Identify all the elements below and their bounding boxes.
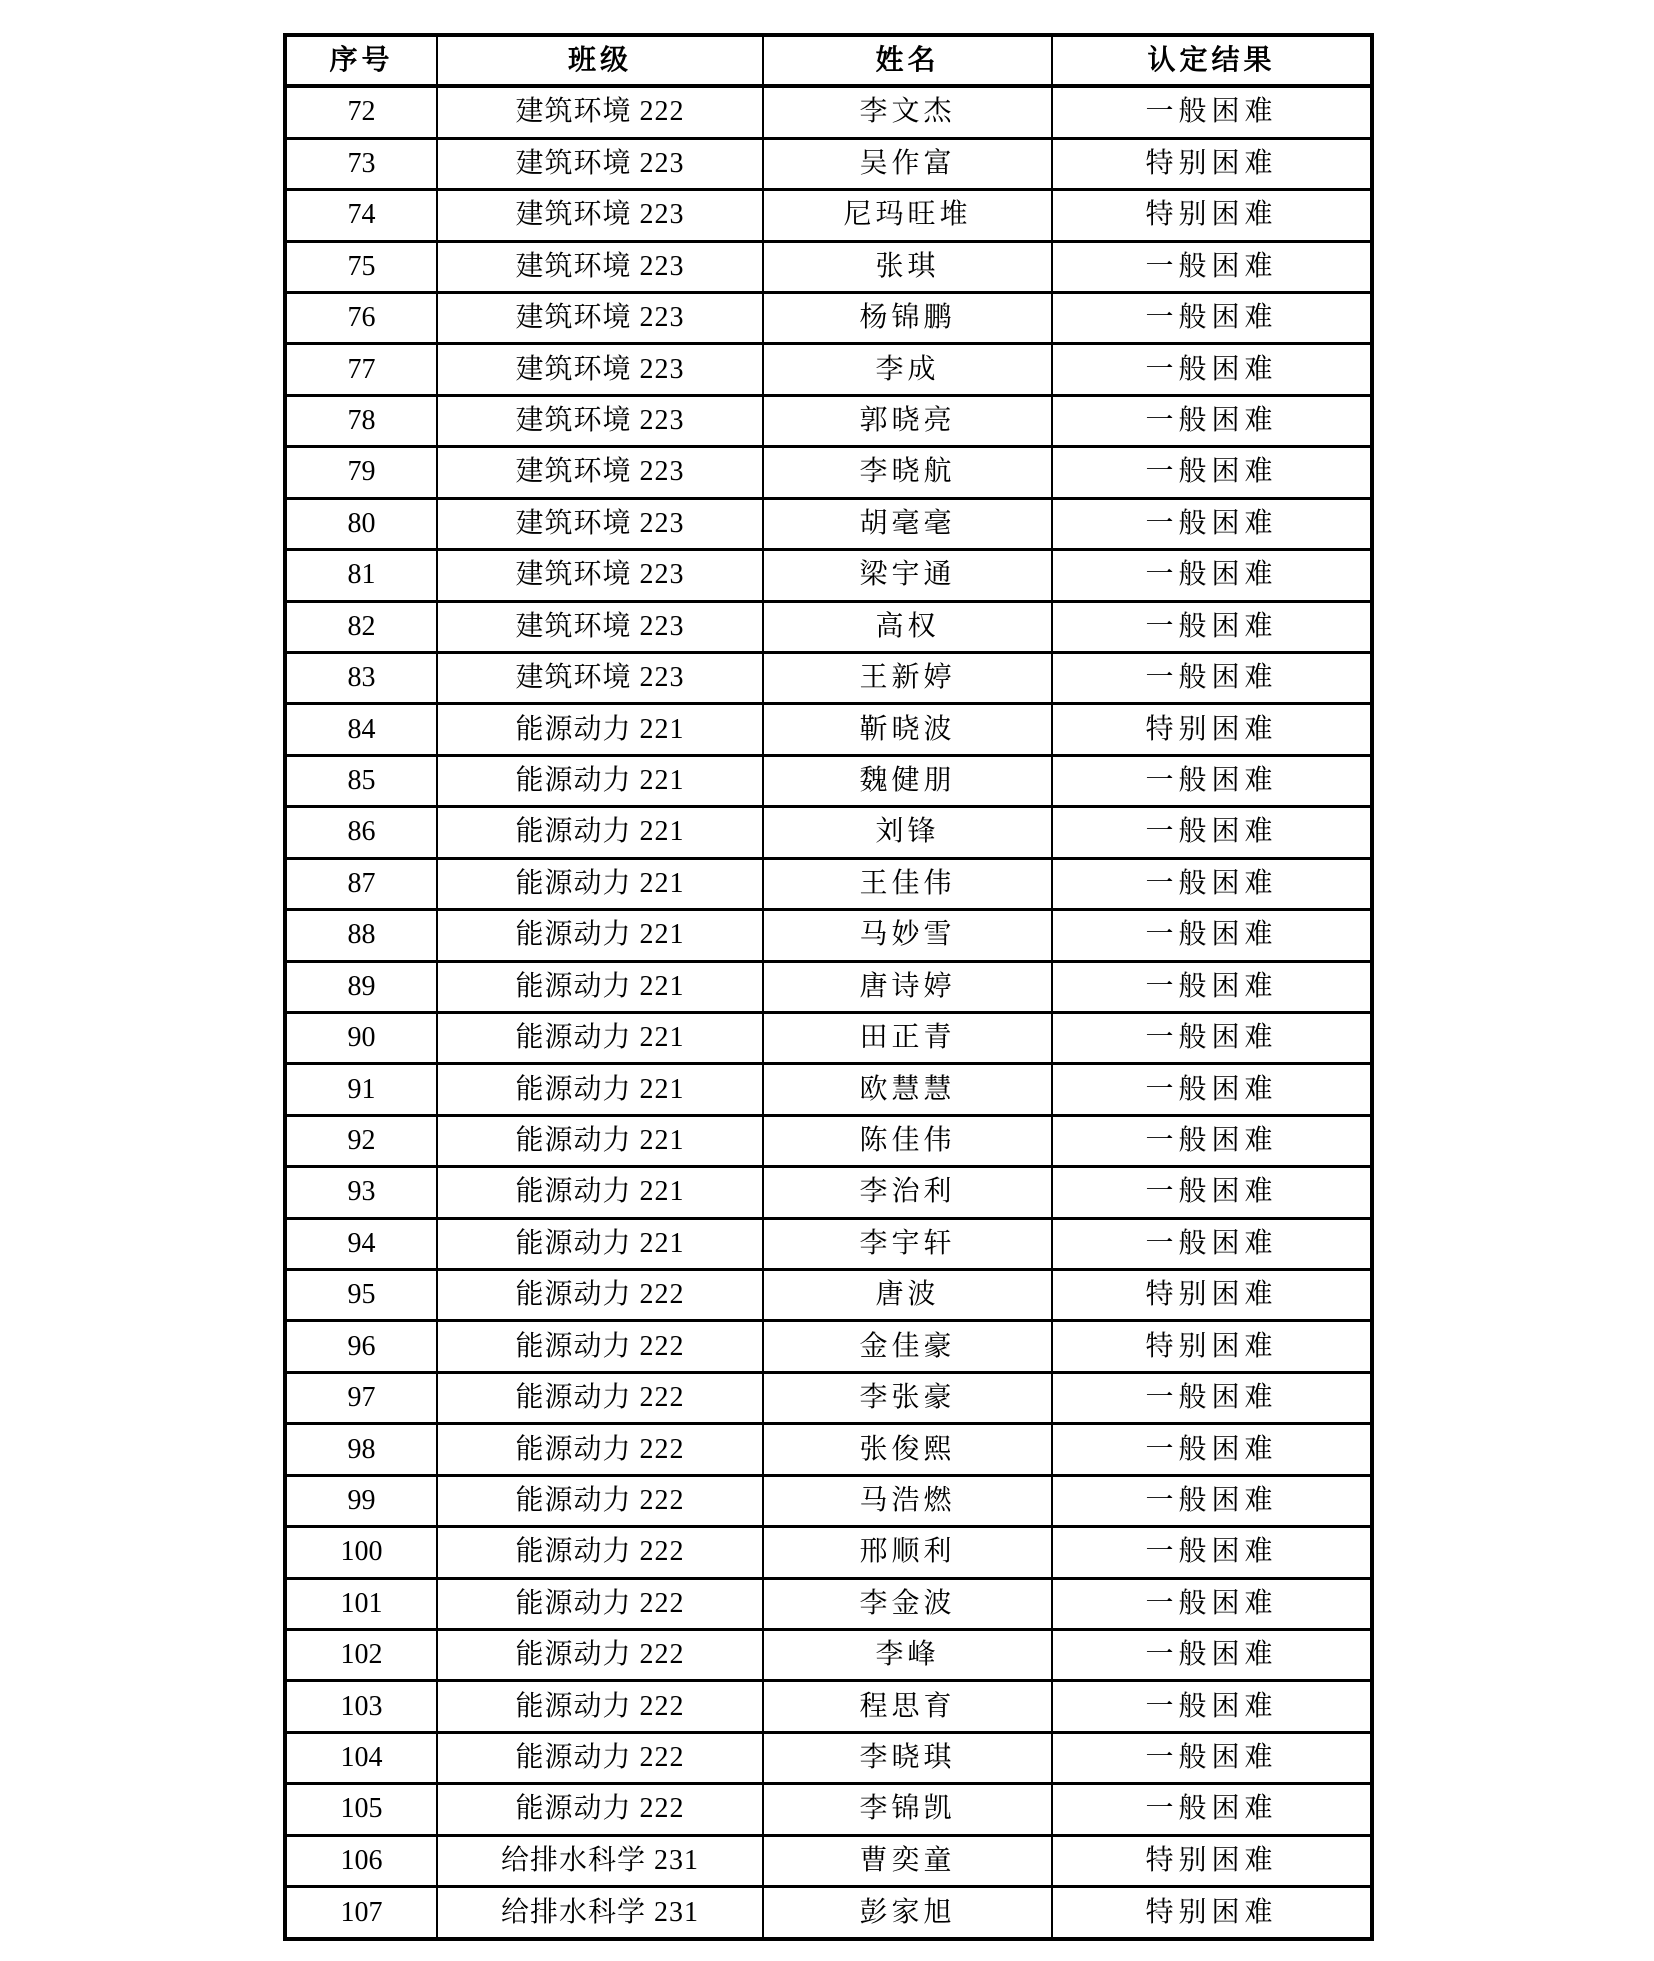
row-class-cell: 建筑环境 223: [437, 138, 763, 189]
row-no-cell: 102: [285, 1629, 437, 1680]
row-name-cell: 李宇轩: [763, 1218, 1052, 1269]
row-class-cell: 能源动力 221: [437, 910, 763, 961]
row-result-cell: 一般困难: [1052, 550, 1372, 601]
row-class-cell: 能源动力 222: [437, 1629, 763, 1680]
table-row: [285, 1167, 1372, 1218]
row-class-cell: 能源动力 221: [437, 807, 763, 858]
row-no-cell: 80: [285, 498, 437, 549]
row-class-cell: 能源动力 222: [437, 1321, 763, 1372]
table-row: [285, 86, 1372, 138]
row-result-cell: 一般困难: [1052, 807, 1372, 858]
table-row: [285, 550, 1372, 601]
row-class-cell: 建筑环境 223: [437, 241, 763, 292]
row-class-cell: 建筑环境 223: [437, 293, 763, 344]
row-name-cell: 田正青: [763, 1012, 1052, 1063]
row-no-cell: 79: [285, 447, 437, 498]
table-row: [285, 910, 1372, 961]
row-result-cell: 一般困难: [1052, 858, 1372, 909]
row-result-cell: 一般困难: [1052, 1167, 1372, 1218]
row-name-cell: 杨锦鹏: [763, 293, 1052, 344]
row-class-cell: 能源动力 221: [437, 1064, 763, 1115]
row-no-cell: 90: [285, 1012, 437, 1063]
row-name-cell: 刘锋: [763, 807, 1052, 858]
table-row: [285, 1732, 1372, 1783]
row-name-cell: 李晓琪: [763, 1732, 1052, 1783]
table-row: [285, 1475, 1372, 1526]
table-row: [285, 704, 1372, 755]
header-class: 班级: [437, 35, 763, 86]
row-class-cell: 建筑环境 223: [437, 601, 763, 652]
row-no-cell: 94: [285, 1218, 437, 1269]
row-no-cell: 99: [285, 1475, 437, 1526]
row-no-cell: 104: [285, 1732, 437, 1783]
table-row: [285, 1115, 1372, 1166]
row-result-cell: 一般困难: [1052, 1578, 1372, 1629]
row-result-cell: 一般困难: [1052, 1064, 1372, 1115]
row-class-cell: 建筑环境 222: [437, 86, 763, 138]
row-name-cell: 唐诗婷: [763, 961, 1052, 1012]
row-class-cell: 能源动力 221: [437, 961, 763, 1012]
row-class-cell: 给排水科学 231: [437, 1887, 763, 1939]
row-result-cell: 一般困难: [1052, 1681, 1372, 1732]
row-no-cell: 85: [285, 755, 437, 806]
row-result-cell: 一般困难: [1052, 1784, 1372, 1835]
table-row: [285, 961, 1372, 1012]
row-result-cell: 一般困难: [1052, 652, 1372, 703]
row-name-cell: 梁宇通: [763, 550, 1052, 601]
row-no-cell: 101: [285, 1578, 437, 1629]
row-class-cell: 能源动力 222: [437, 1424, 763, 1475]
row-class-cell: 能源动力 222: [437, 1578, 763, 1629]
row-result-cell: 一般困难: [1052, 961, 1372, 1012]
row-class-cell: 能源动力 221: [437, 1167, 763, 1218]
row-result-cell: 特别困难: [1052, 704, 1372, 755]
table-row: [285, 1064, 1372, 1115]
table-row: [285, 755, 1372, 806]
row-name-cell: 吴作富: [763, 138, 1052, 189]
row-name-cell: 邢顺利: [763, 1527, 1052, 1578]
row-class-cell: 能源动力 221: [437, 1115, 763, 1166]
row-result-cell: 一般困难: [1052, 447, 1372, 498]
row-no-cell: 98: [285, 1424, 437, 1475]
row-result-cell: 一般困难: [1052, 498, 1372, 549]
row-name-cell: 程思育: [763, 1681, 1052, 1732]
row-name-cell: 靳晓波: [763, 704, 1052, 755]
row-class-cell: 给排水科学 231: [437, 1835, 763, 1886]
row-no-cell: 91: [285, 1064, 437, 1115]
row-no-cell: 75: [285, 241, 437, 292]
row-no-cell: 107: [285, 1887, 437, 1939]
table-header: [285, 35, 1372, 86]
table-row: [285, 498, 1372, 549]
row-name-cell: 李成: [763, 344, 1052, 395]
row-result-cell: 一般困难: [1052, 1218, 1372, 1269]
row-result-cell: 一般困难: [1052, 1527, 1372, 1578]
row-result-cell: 一般困难: [1052, 395, 1372, 446]
row-name-cell: 郭晓亮: [763, 395, 1052, 446]
row-no-cell: 103: [285, 1681, 437, 1732]
row-no-cell: 81: [285, 550, 437, 601]
row-class-cell: 能源动力 222: [437, 1527, 763, 1578]
row-result-cell: 一般困难: [1052, 1372, 1372, 1423]
table-row: [285, 190, 1372, 241]
row-no-cell: 83: [285, 652, 437, 703]
row-no-cell: 73: [285, 138, 437, 189]
row-result-cell: 一般困难: [1052, 241, 1372, 292]
row-class-cell: 能源动力 222: [437, 1681, 763, 1732]
row-class-cell: 能源动力 221: [437, 1012, 763, 1063]
row-name-cell: 李金波: [763, 1578, 1052, 1629]
table-row: [285, 1270, 1372, 1321]
row-result-cell: 特别困难: [1052, 1835, 1372, 1886]
row-result-cell: 特别困难: [1052, 1270, 1372, 1321]
row-name-cell: 彭家旭: [763, 1887, 1052, 1939]
row-class-cell: 建筑环境 223: [437, 344, 763, 395]
table-row: [285, 344, 1372, 395]
table-row: [285, 601, 1372, 652]
row-class-cell: 能源动力 221: [437, 1218, 763, 1269]
table-row: [285, 1784, 1372, 1835]
row-name-cell: 陈佳伟: [763, 1115, 1052, 1166]
row-no-cell: 92: [285, 1115, 437, 1166]
row-name-cell: 李峰: [763, 1629, 1052, 1680]
row-result-cell: 一般困难: [1052, 601, 1372, 652]
row-result-cell: 特别困难: [1052, 138, 1372, 189]
row-result-cell: 一般困难: [1052, 344, 1372, 395]
row-name-cell: 魏健朋: [763, 755, 1052, 806]
row-no-cell: 95: [285, 1270, 437, 1321]
row-result-cell: 特别困难: [1052, 190, 1372, 241]
row-result-cell: 一般困难: [1052, 86, 1372, 138]
table-row: [285, 1424, 1372, 1475]
row-result-cell: 一般困难: [1052, 1424, 1372, 1475]
table-row: [285, 447, 1372, 498]
table-row: [285, 652, 1372, 703]
row-class-cell: 建筑环境 223: [437, 498, 763, 549]
row-no-cell: 89: [285, 961, 437, 1012]
table-row: [285, 1681, 1372, 1732]
row-class-cell: 建筑环境 223: [437, 550, 763, 601]
row-result-cell: 特别困难: [1052, 1887, 1372, 1939]
row-name-cell: 李张豪: [763, 1372, 1052, 1423]
row-class-cell: 能源动力 221: [437, 755, 763, 806]
row-name-cell: 欧慧慧: [763, 1064, 1052, 1115]
row-no-cell: 88: [285, 910, 437, 961]
table-row: [285, 1835, 1372, 1886]
row-result-cell: 一般困难: [1052, 1012, 1372, 1063]
row-no-cell: 76: [285, 293, 437, 344]
row-name-cell: 王佳伟: [763, 858, 1052, 909]
row-no-cell: 78: [285, 395, 437, 446]
row-name-cell: 张琪: [763, 241, 1052, 292]
header-result: 认定结果: [1052, 35, 1372, 86]
row-name-cell: 张俊熙: [763, 1424, 1052, 1475]
row-name-cell: 李锦凯: [763, 1784, 1052, 1835]
row-no-cell: 87: [285, 858, 437, 909]
row-class-cell: 建筑环境 223: [437, 652, 763, 703]
row-class-cell: 能源动力 222: [437, 1372, 763, 1423]
row-name-cell: 高权: [763, 601, 1052, 652]
row-name-cell: 李治利: [763, 1167, 1052, 1218]
row-result-cell: 一般困难: [1052, 1629, 1372, 1680]
table-row: [285, 241, 1372, 292]
row-class-cell: 能源动力 222: [437, 1270, 763, 1321]
row-class-cell: 建筑环境 223: [437, 190, 763, 241]
table-row: [285, 1321, 1372, 1372]
row-class-cell: 能源动力 221: [437, 858, 763, 909]
row-no-cell: 74: [285, 190, 437, 241]
row-result-cell: 特别困难: [1052, 1321, 1372, 1372]
row-no-cell: 105: [285, 1784, 437, 1835]
row-name-cell: 胡毫毫: [763, 498, 1052, 549]
row-result-cell: 一般困难: [1052, 910, 1372, 961]
row-name-cell: 李文杰: [763, 86, 1052, 138]
row-result-cell: 一般困难: [1052, 1475, 1372, 1526]
row-no-cell: 106: [285, 1835, 437, 1886]
table-row: [285, 1218, 1372, 1269]
table-row: [285, 293, 1372, 344]
row-no-cell: 97: [285, 1372, 437, 1423]
row-result-cell: 一般困难: [1052, 293, 1372, 344]
row-no-cell: 82: [285, 601, 437, 652]
header-name: 姓名: [763, 35, 1052, 86]
row-no-cell: 86: [285, 807, 437, 858]
row-result-cell: 一般困难: [1052, 1115, 1372, 1166]
row-class-cell: 能源动力 221: [437, 704, 763, 755]
row-no-cell: 72: [285, 86, 437, 138]
row-name-cell: 马浩燃: [763, 1475, 1052, 1526]
row-no-cell: 96: [285, 1321, 437, 1372]
table-row: [285, 807, 1372, 858]
row-result-cell: 一般困难: [1052, 755, 1372, 806]
table-row: [285, 1629, 1372, 1680]
row-no-cell: 84: [285, 704, 437, 755]
table-row: [285, 1372, 1372, 1423]
row-name-cell: 马妙雪: [763, 910, 1052, 961]
row-class-cell: 能源动力 222: [437, 1732, 763, 1783]
row-name-cell: 尼玛旺堆: [763, 190, 1052, 241]
table-row: [285, 1527, 1372, 1578]
row-no-cell: 77: [285, 344, 437, 395]
table-row: [285, 1012, 1372, 1063]
table-row: [285, 858, 1372, 909]
row-name-cell: 金佳豪: [763, 1321, 1052, 1372]
student-aid-roster-table: [283, 33, 1374, 1941]
header-no: 序号: [285, 35, 437, 86]
table-body: [285, 86, 1372, 1939]
row-class-cell: 建筑环境 223: [437, 447, 763, 498]
table-row: [285, 395, 1372, 446]
row-result-cell: 一般困难: [1052, 1732, 1372, 1783]
header-row: [285, 35, 1372, 86]
row-name-cell: 王新婷: [763, 652, 1052, 703]
row-name-cell: 曹奕童: [763, 1835, 1052, 1886]
row-no-cell: 93: [285, 1167, 437, 1218]
row-class-cell: 建筑环境 223: [437, 395, 763, 446]
row-class-cell: 能源动力 222: [437, 1784, 763, 1835]
row-no-cell: 100: [285, 1527, 437, 1578]
row-name-cell: 唐波: [763, 1270, 1052, 1321]
row-class-cell: 能源动力 222: [437, 1475, 763, 1526]
table-row: [285, 1578, 1372, 1629]
table-row: [285, 1887, 1372, 1939]
table-row: [285, 138, 1372, 189]
row-name-cell: 李晓航: [763, 447, 1052, 498]
